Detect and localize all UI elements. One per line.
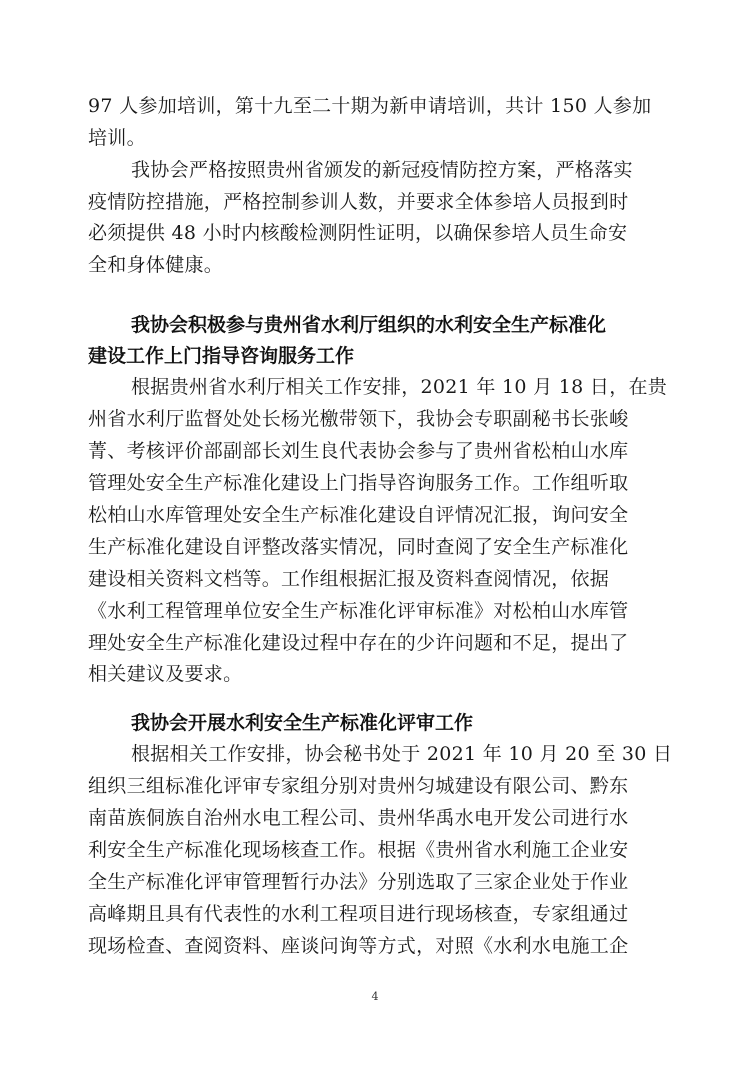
body-text-line: 州省水利厅监督处处长杨光檄带领下，我协会专职副秘书长张峻	[88, 408, 629, 430]
body-text-line: 97 人参加培训，第十九至二十期为新申请培训，共计 150 人参加	[88, 95, 652, 117]
body-text-line: 我协会严格按照贵州省颁发的新冠疫情防控方案，严格落实	[131, 159, 633, 181]
body-text-line: 南苗族侗族自治州水电工程公司、贵州华禹水电开发公司进行水	[88, 807, 629, 829]
page-number: 4	[371, 990, 379, 1003]
body-text-line: 管理处安全生产标准化建设上门指导咨询服务工作。工作组听取	[88, 472, 629, 494]
body-text-line: 建设相关资料文档等。工作组根据汇报及资料查阅情况，依据	[88, 568, 610, 590]
body-text-line: 高峰期且具有代表性的水利工程项目进行现场核查，专家组通过	[88, 903, 629, 925]
body-text-line: 现场检查、查阅资料、座谈问询等方式，对照《水利水电施工企	[88, 935, 629, 957]
section-heading: 建设工作上门指导咨询服务工作	[88, 345, 355, 367]
body-text-line: 必须提供 48 小时内核酸检测阴性证明，以确保参培人员生命安	[88, 222, 628, 244]
body-text-line: 根据相关工作安排，协会秘书处于 2021 年 10 月 20 至 30 日	[131, 743, 673, 765]
body-text-line: 组织三组标准化评审专家组分别对贵州匀城建设有限公司、黔东	[88, 775, 629, 797]
body-text-line: 生产标准化建设自评整改落实情况，同时查阅了安全生产标准化	[88, 536, 629, 558]
body-text-line: 全和身体健康。	[88, 254, 224, 276]
body-text-line: 根据贵州省水利厅相关工作安排，2021 年 10 月 18 日，在贵	[131, 376, 668, 398]
body-text-line: 菁、考核评价部副部长刘生良代表协会参与了贵州省松柏山水库	[88, 440, 629, 462]
body-text-line: 理处安全生产标准化建设过程中存在的少许问题和不足，提出了	[88, 632, 629, 654]
body-text-line: 全生产标准化评审管理暂行办法》分别选取了三家企业处于作业	[88, 871, 629, 893]
body-text-line: 《水利工程管理单位安全生产标准化评审标准》对松柏山水库管	[88, 600, 629, 622]
body-text-line: 松柏山水库管理处安全生产标准化建设自评情况汇报，询问安全	[88, 504, 629, 526]
section-heading: 我协会积极参与贵州省水利厅组织的水利安全生产标准化	[131, 314, 607, 336]
body-text-line: 培训。	[88, 127, 146, 149]
body-text-line: 利安全生产标准化现场核查工作。根据《贵州省水利施工企业安	[88, 839, 629, 861]
body-text-line: 疫情防控措施，严格控制参训人数，并要求全体参培人员报到时	[88, 191, 629, 213]
section-heading: 我协会开展水利安全生产标准化评审工作	[131, 712, 474, 734]
body-text-line: 相关建议及要求。	[88, 663, 243, 685]
